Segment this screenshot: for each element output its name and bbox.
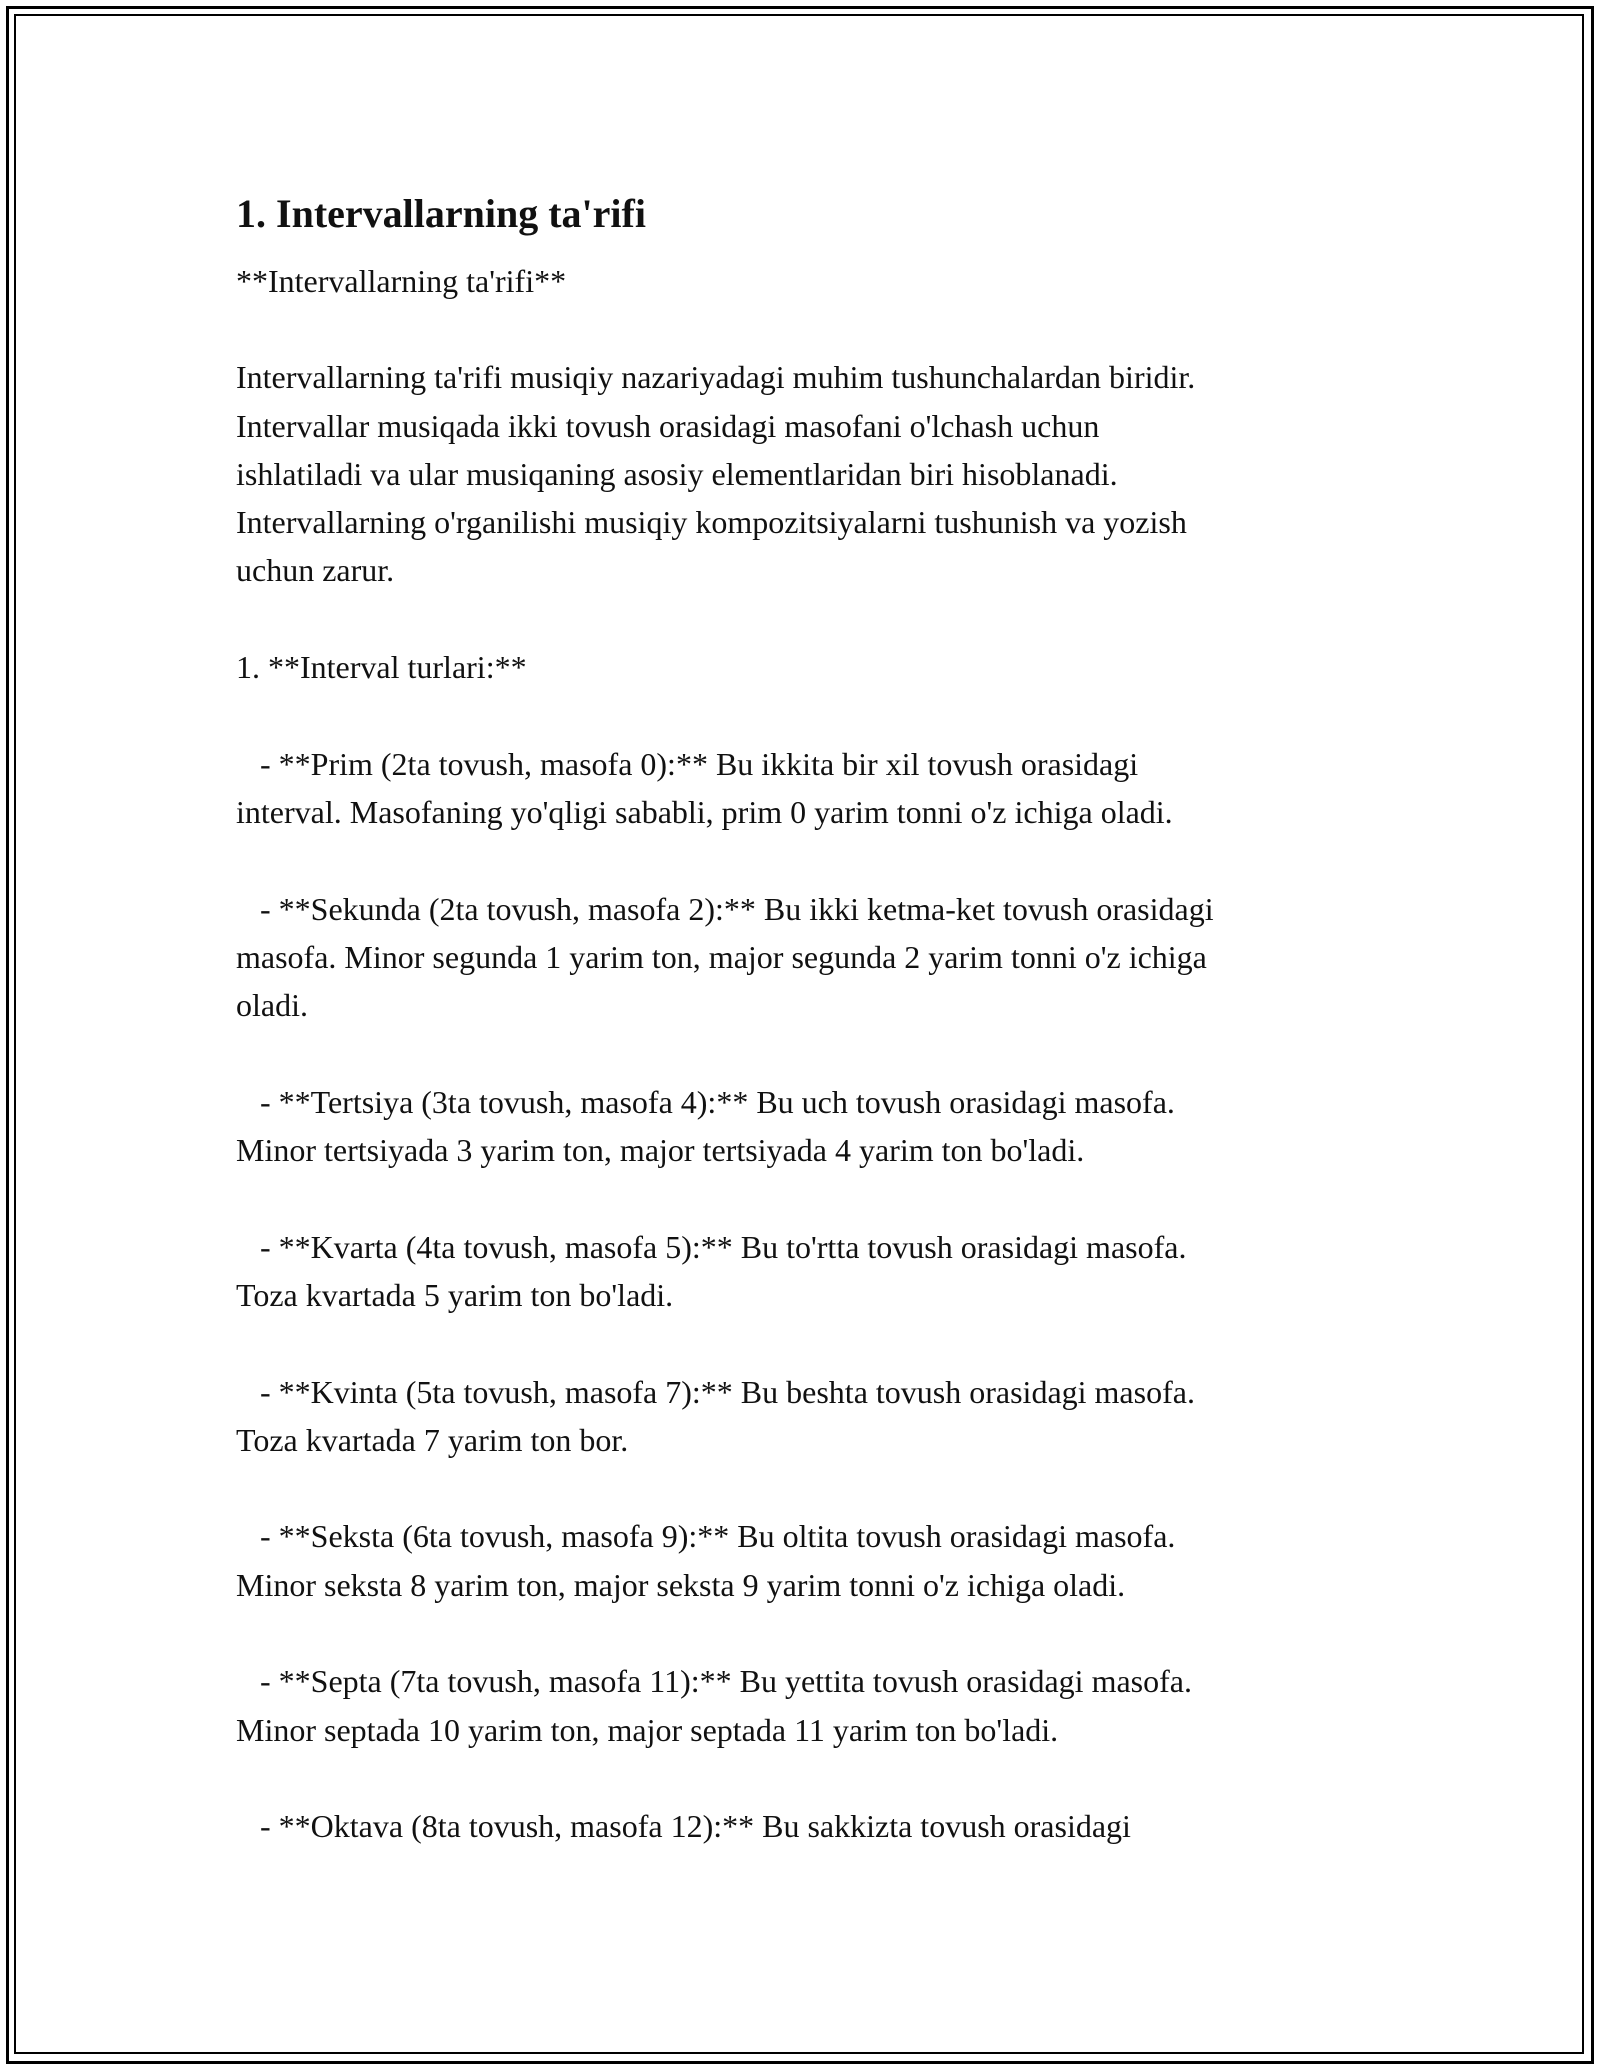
spacer [236, 1609, 1376, 1657]
list-item-line: - **Prim (2ta tovush, masofa 0):** Bu ikkita bir xil tovush orasidagi [236, 745, 1139, 782]
list-item-line: - **Tertsiya (3ta tovush, masofa 4):** Bu uch tovush orasidagi masofa. [236, 1083, 1175, 1120]
list-item [236, 740, 1376, 837]
intro-line: Intervallarning o'rganilishi musiqiy kompozitsiyalarni tushunish va yozish [236, 504, 1187, 541]
spacer [236, 1174, 1376, 1222]
intro-line: Intervallar musiqada ikki tovush orasidagi masofani o'lchash uchun [236, 407, 1100, 444]
document-body [236, 183, 1376, 1851]
list-item-line: - **Seksta (6ta tovush, masofa 9):** Bu oltita tovush orasidagi masofa. [236, 1518, 1176, 1555]
list-item-line: interval. Masofaning yo'qligi sababli, prim 0 yarim tonni o'z ichiga oladi. [236, 793, 1173, 830]
list-item-line: oladi. [236, 987, 308, 1024]
spacer [236, 1464, 1376, 1512]
list-item [236, 1368, 1376, 1465]
list-item-line: - **Oktava (8ta tovush, masofa 12):** Bu sakkizta tovush orasidagi [236, 1808, 1131, 1845]
list-item [236, 1657, 1376, 1754]
list-item-line: masofa. Minor segunda 1 yarim ton, major segunda 2 yarim tonni o'z ichiga [236, 938, 1207, 975]
list-item-line: Minor seksta 8 yarim ton, major seksta 9 yarim tonni o'z ichiga oladi. [236, 1566, 1126, 1603]
list-item [236, 1802, 1376, 1850]
spacer [236, 836, 1376, 884]
intro-line: Intervallarning ta'rifi musiqiy nazariyadagi muhim tushunchalardan biridir. [236, 359, 1196, 396]
list-item-line: Toza kvartada 7 yarim ton bor. [236, 1421, 629, 1458]
list-heading: 1. **Interval turlari:** [236, 649, 527, 686]
list-item-line: - **Kvarta (4ta tovush, masofa 5):** Bu to'rtta tovush orasidagi masofa. [236, 1228, 1187, 1265]
intro-paragraph [236, 353, 1376, 594]
section-subheading: **Intervallarning ta'rifi** [236, 263, 567, 299]
list-item-line: - **Kvinta (5ta tovush, masofa 7):** Bu beshta tovush orasidagi masofa. [236, 1373, 1195, 1410]
spacer [236, 305, 1376, 353]
spacer [236, 1029, 1376, 1077]
spacer [236, 1754, 1376, 1802]
list-item [236, 1512, 1376, 1609]
list-item [236, 1223, 1376, 1320]
intro-line: ishlatiladi va ular musiqaning asosiy elementlaridan biri hisoblanadi. [236, 455, 1118, 492]
list-item-line: - **Septa (7ta tovush, masofa 11):** Bu yettita tovush orasidagi masofa. [236, 1663, 1192, 1700]
list-item [236, 1078, 1376, 1175]
intro-line: uchun zarur. [236, 552, 395, 589]
list-item-line: Toza kvartada 5 yarim ton bo'ladi. [236, 1276, 674, 1313]
spacer [236, 1319, 1376, 1367]
spacer [236, 691, 1376, 739]
interval-list [236, 740, 1376, 1851]
list-item-line: Minor tertsiyada 3 yarim ton, major tertsiyada 4 yarim ton bo'ladi. [236, 1132, 1085, 1169]
page-title: 1. Intervallarning ta'rifi [236, 191, 646, 236]
list-item [236, 885, 1376, 1030]
list-item-line: Minor septada 10 yarim ton, major septada 11 yarim ton bo'ladi. [236, 1711, 1059, 1748]
list-item-line: - **Sekunda (2ta tovush, masofa 2):** Bu ikki ketma-ket tovush orasidagi [236, 890, 1214, 927]
spacer [236, 595, 1376, 643]
